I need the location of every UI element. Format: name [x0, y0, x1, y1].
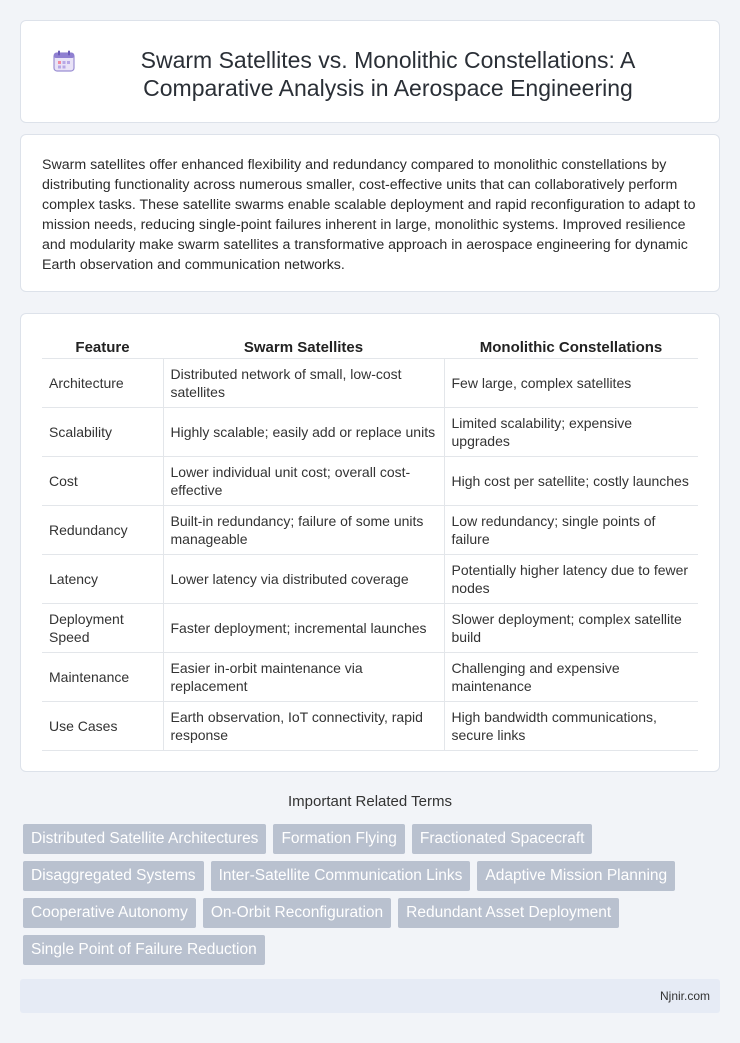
header-monolithic: Monolithic Constellations — [444, 333, 698, 358]
feature-cell: Architecture — [42, 358, 163, 407]
header-feature: Feature — [42, 333, 163, 358]
comparison-table — [42, 333, 698, 751]
title-card — [20, 20, 720, 123]
related-term-tag[interactable]: Disaggregated Systems — [23, 861, 204, 891]
calendar-icon — [51, 48, 77, 74]
table-row — [42, 358, 698, 407]
related-terms-heading: Important Related Terms — [288, 793, 452, 810]
table-row — [42, 603, 698, 652]
swarm-cell: Lower latency via distributed coverage — [163, 554, 444, 603]
swarm-cell: Built-in redundancy; failure of some units manageable — [163, 505, 444, 554]
footer-site-name[interactable]: Njnir.com — [659, 989, 710, 1003]
table-header-row — [42, 333, 698, 358]
header-swarm: Swarm Satellites — [163, 333, 444, 358]
table-row — [42, 554, 698, 603]
monolithic-cell: Slower deployment; complex satellite build — [444, 603, 698, 652]
monolithic-cell: Challenging and expensive maintenance — [444, 652, 698, 701]
feature-cell: Cost — [42, 456, 163, 505]
intro-paragraph: Swarm satellites offer enhanced flexibility and redundancy compared to monolithic constellations by distributing functionality across numerous smaller, cost-effective units that can collaboratively perform complex tasks. These satellite swarms enable scalable deployment and rapid reconfiguration to adapt to mission needs, reducing single-point failures inherent in large, monolithic systems. Improved resilience and modularity make swarm satellites a transformative approach in aerospace engineering for dynamic Earth observation and communication networks. — [42, 157, 696, 273]
feature-cell: Maintenance — [42, 652, 163, 701]
feature-cell: Deployment Speed — [42, 603, 163, 652]
monolithic-cell: Low redundancy; single points of failure — [444, 505, 698, 554]
swarm-cell: Distributed network of small, low-cost satellites — [163, 358, 444, 407]
swarm-cell: Lower individual unit cost; overall cost-effective — [163, 456, 444, 505]
related-term-tag[interactable]: Adaptive Mission Planning — [477, 861, 675, 891]
table-row — [42, 505, 698, 554]
feature-cell: Redundancy — [42, 505, 163, 554]
related-term-tag[interactable]: Inter-Satellite Communication Links — [211, 861, 471, 891]
related-term-tag[interactable]: Fractionated Spacecraft — [412, 824, 593, 854]
related-term-tag[interactable]: Cooperative Autonomy — [23, 898, 196, 928]
related-term-tag[interactable]: Distributed Satellite Architectures — [23, 824, 266, 854]
monolithic-cell: Limited scalability; expensive upgrades — [444, 407, 698, 456]
swarm-cell: Faster deployment; incremental launches — [163, 603, 444, 652]
monolithic-cell: Potentially higher latency due to fewer nodes — [444, 554, 698, 603]
related-terms-list — [23, 824, 723, 965]
swarm-cell: Earth observation, IoT connectivity, rapid response — [163, 701, 444, 750]
footer — [20, 979, 720, 1013]
feature-cell: Scalability — [42, 407, 163, 456]
table-row — [42, 456, 698, 505]
monolithic-cell: Few large, complex satellites — [444, 358, 698, 407]
related-term-tag[interactable]: Single Point of Failure Reduction — [23, 935, 265, 965]
intro-card — [20, 134, 720, 292]
related-term-tag[interactable]: On-Orbit Reconfiguration — [203, 898, 391, 928]
swarm-cell: Easier in-orbit maintenance via replacement — [163, 652, 444, 701]
feature-cell: Use Cases — [42, 701, 163, 750]
page-title: Swarm Satellites vs. Monolithic Constellations: A Comparative Analysis in Aerospace Engineering — [140, 47, 636, 101]
swarm-cell: Highly scalable; easily add or replace units — [163, 407, 444, 456]
comparison-table-card — [20, 313, 720, 772]
related-term-tag[interactable]: Formation Flying — [273, 824, 404, 854]
table-row — [42, 701, 698, 750]
table-row — [42, 407, 698, 456]
related-term-tag[interactable]: Redundant Asset Deployment — [398, 898, 619, 928]
table-row — [42, 652, 698, 701]
title-wrap — [21, 21, 719, 102]
monolithic-cell: High bandwidth communications, secure links — [444, 701, 698, 750]
feature-cell: Latency — [42, 554, 163, 603]
monolithic-cell: High cost per satellite; costly launches — [444, 456, 698, 505]
